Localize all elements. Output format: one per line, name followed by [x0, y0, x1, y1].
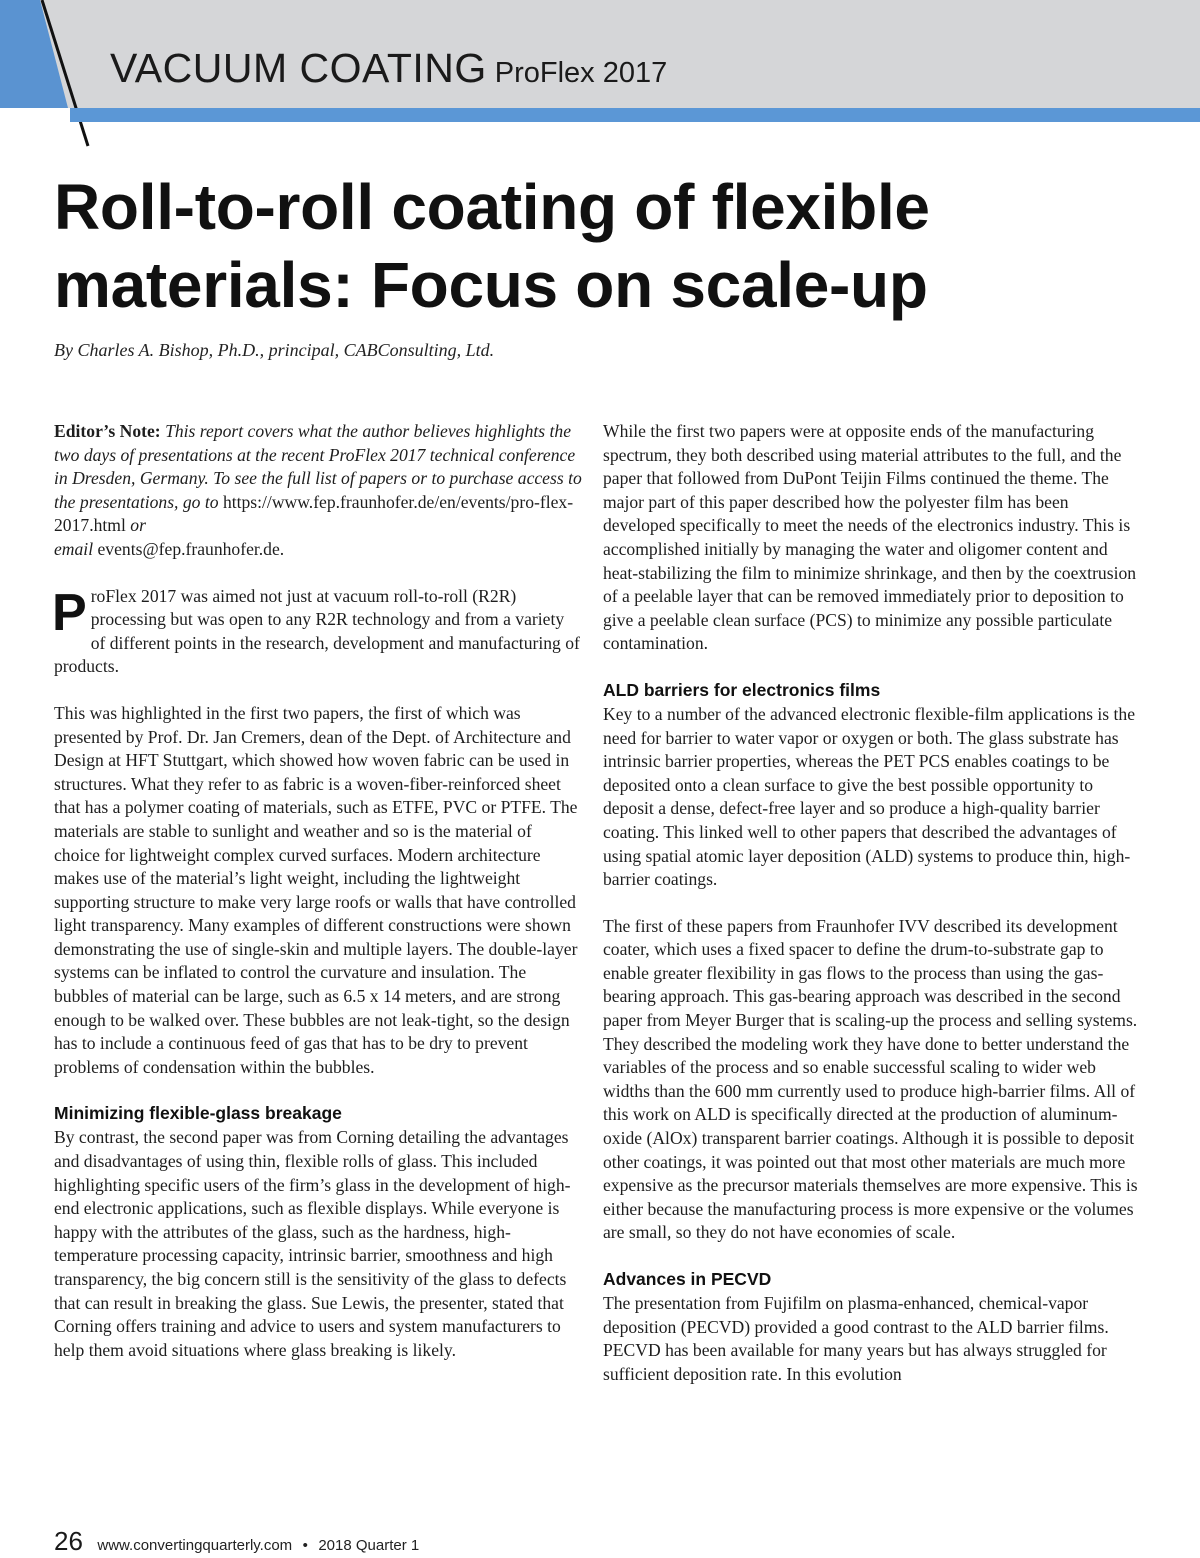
editors-note-email-label: email — [54, 538, 94, 559]
editors-note-or: or — [130, 515, 146, 536]
body-paragraph: Key to a number of the advanced electronic flexible-film applications is the need for barrier to water vapor or oxygen or both. The glass substrate has intrinsic barrier properties, whereas the PET PCS enables coatings to be deposited onto a clean surface to give the best possible opportunity to deposit a dense, defect-free layer and so produce a high-quality barrier coating. This linked well to other papers that described the advantages of using spatial atomic layer deposition (ALD) systems to produce thin, high-barrier coatings. — [603, 703, 1136, 890]
body-paragraph: While the first two papers were at opposite ends of the manufacturing spectrum, they both described using material attributes to the full, and the paper that followed from DuPont Teijin Films continued the theme. The major part of this paper described how the polyester film has been developed specifically to meet the needs of the electronics industry. This is accomplished initially by managing the water and oligomer content and heat-stabilizing the film to minimize shrinkage, and then by the coextrusion of a peelable layer that can be removed immediately prior to deposition to give a peelable clean surface (PCS) to minimize any possible particulate contamination. — [603, 421, 1137, 654]
editors-note-email[interactable]: events@fep.fraunhofer.de. — [97, 538, 285, 559]
editors-note-url[interactable]: https://www.fep.fraunhofer.de/en/events/pro-flex-2017.html — [54, 491, 574, 536]
header-blue-stripe — [70, 108, 1200, 122]
article-title-line2: materials: Focus on scale-up — [54, 249, 928, 321]
page-footer — [54, 1528, 419, 1554]
section-title — [110, 45, 668, 91]
left-column — [54, 420, 582, 1385]
editors-note — [54, 420, 582, 562]
editors-note-text: This report covers what the author believes highlights the two days of presentations at the recent ProFlex 2017 technical conference in Dresden, Germany. To see the full list of papers or to purchase access to the presentations, go to — [54, 421, 582, 512]
body-paragraph: This was highlighted in the first two papers, the first of which was presented by Prof. Dr. Jan Cremers, dean of the Dept. of Architecture and Design at HFT Stuttgart, which showed how woven fabric can be used in structures. What they refer to as fabric is a woven-fiber-reinforced sheet that has a polymer coating of materials, such as ETFE, PVC or PTFE. The materials are stable to sunlight and weather and so is the material of choice for lightweight complex curved surfaces. Modern architecture makes use of the material’s light weight, including the lightweight supporting structure to make very large roofs or walls that have controlled light transparency. Many examples of different constructions were shown demonstrating the use of single-skin and multiple layers. The double-layer systems can be inflated to control the curvature and insulation. The bubbles of material can be large, such as 6.5 x 14 meters, and are strong enough to be walked over. These bubbles are not leak-tight, so the design has to include a continuous feed of gas that has to be dry to prevent problems of condensation within the bubbles. — [54, 702, 578, 1077]
subheading-pecvd: Advances in PECVD — [603, 1269, 772, 1289]
editors-note-label: Editor’s Note: — [54, 421, 161, 441]
subheading-ald-barriers: ALD barriers for electronics films — [603, 679, 881, 700]
event-name: ProFlex 2017 — [494, 57, 668, 89]
body-paragraph: By contrast, the second paper was from Corning detailing the advantages and disadvantages of using thin, flexible rolls of glass. This included highlighting specific users of the firm’s glass in the development of high-end electronic applications, such as flexible displays. While everyone is happy with the attributes of the glass, such as the hardness, high-temperature processing capacity, intrinsic barrier, smoothness and high transparency, the big concern still is the sensitivity of the glass to defects that can result in breaking the glass. Sue Lewis, the presenter, stated that Corning offers training and advice to users and system manufacturers to help them avoid situations where glass breaking is likely. — [54, 1127, 571, 1360]
intro-paragraph — [54, 585, 582, 679]
footer-website[interactable]: www.convertingquarterly.com — [97, 1537, 293, 1554]
article-byline: By Charles A. Bishop, Ph.D., principal, CABConsulting, Ltd. — [54, 340, 495, 360]
footer-separator: • — [302, 1537, 308, 1554]
intro-paragraph-text: roFlex 2017 was aimed not just at vacuum roll-to-roll (R2R) processing but was open to any R2R technology and from a variety of different points in the research, development and manufacturing of products. — [54, 585, 580, 677]
body-paragraph: The presentation from Fujifilm on plasma-enhanced, chemical-vapor deposition (PECVD) provided a good contrast to the ALD barrier films. PECVD has been available for many years but has always struggled for sufficient deposition rate. In this evolution — [603, 1293, 1109, 1384]
article-title-line1: Roll-to-roll coating of flexible — [54, 171, 930, 243]
right-column — [603, 420, 1143, 1409]
drop-cap: P — [52, 583, 87, 642]
subheading-glass-breakage: Minimizing flexible-glass breakage — [54, 1103, 342, 1124]
body-paragraph: The first of these papers from Fraunhofer IVV described its development coater, which uses a fixed spacer to define the drum-to-substrate gap to enable greater flexibility in gas flows to the process than using the gas-bearing approach. This gas-bearing approach was described in the second paper from Meyer Burger that is scaling-up the process and selling systems. They described the modeling work they have done to better understand the variables of the process and so enable successful scaling to wider web widths than the 600 mm currently used to produce high-barrier films. All of this work on ALD is specifically directed at the production of aluminum-oxide (AlOx) transparent barrier coatings. Although it is possible to deposit other coatings, it was pointed out that most other materials are much more expensive as the precursor materials themselves are more expensive. This is either because the manufacturing process is more expensive or the volumes are small, so they do not have economies of scale. — [603, 915, 1138, 1243]
page-number: 26 — [54, 1526, 83, 1556]
section-name: VACUUM COATING — [110, 45, 487, 91]
article-title — [54, 168, 1154, 324]
header-diagonal-rule — [0, 0, 100, 150]
footer-issue: 2018 Quarter 1 — [318, 1537, 420, 1554]
